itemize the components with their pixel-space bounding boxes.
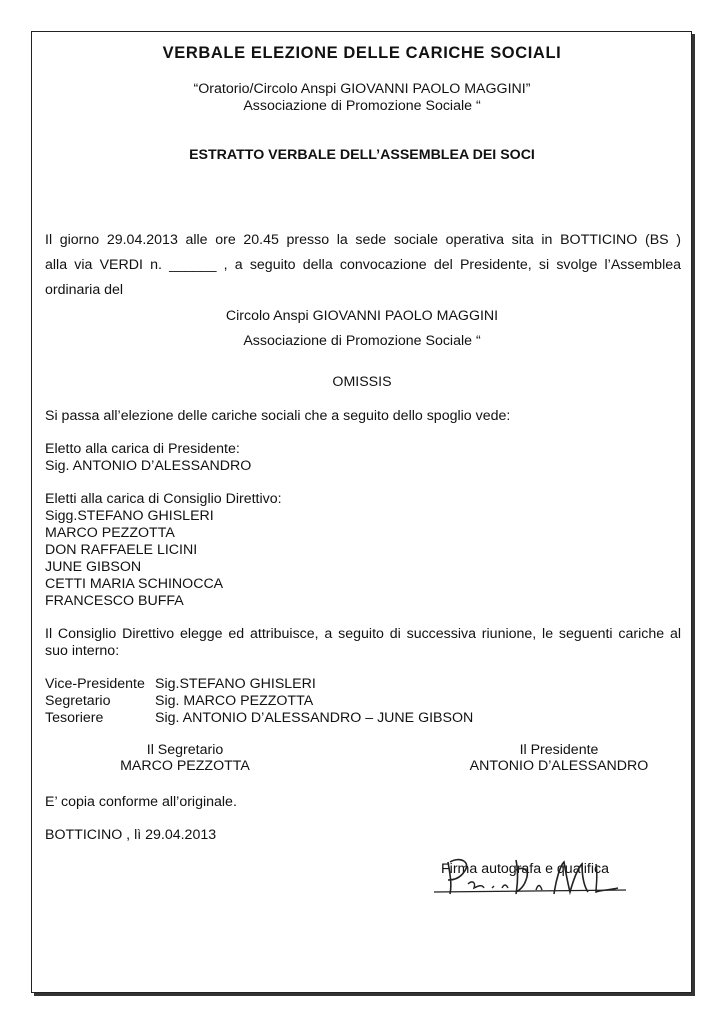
council-member: Sigg.STEFANO GHISLERI	[45, 508, 214, 524]
council-member: DON RAFFAELE LICINI	[45, 542, 198, 558]
org-name-line2: Associazione di Promozione Sociale “	[243, 98, 481, 114]
president-elected-name: Sig. ANTONIO D’ALESSANDRO	[45, 458, 252, 474]
role-holder: Sig. ANTONIO D’ALESSANDRO – JUNE GIBSON	[155, 710, 474, 726]
circolo-type: Associazione di Promozione Sociale “	[243, 333, 481, 349]
council-roles-paragraph	[45, 626, 681, 660]
president-name: ANTONIO D’ALESSANDRO	[469, 758, 649, 774]
council-election-label: Eletti alla carica di Consiglio Direttivo:	[45, 491, 282, 507]
council-member: MARCO PEZZOTTA	[45, 525, 175, 541]
place-and-date: BOTTICINO , lì 29.04.2013	[45, 827, 217, 843]
secretary-title: Il Segretario	[146, 742, 224, 758]
handwritten-signature-icon	[420, 840, 640, 910]
intro-line-1: Il giorno 29.04.2013 alle ore 20.45 presso la sede sociale operativa sita in BOTTICINO (BS )	[45, 232, 681, 248]
intro-paragraph	[45, 232, 681, 299]
council-member: JUNE GIBSON	[45, 559, 142, 575]
role-holder: Sig.STEFANO GHISLERI	[155, 676, 316, 692]
role-label: Segretario	[45, 693, 111, 709]
president-election-block	[45, 441, 681, 475]
council-election-block	[45, 491, 681, 610]
org-name-line1: “Oratorio/Circolo Anspi GIOVANNI PAOLO MAGGINI”	[193, 81, 531, 97]
election-intro: Si passa all’elezione delle cariche sociali che a seguito dello spoglio vede:	[45, 408, 511, 424]
intro-line-2: alla via VERDI n. ______ , a seguito della convocazione del Presidente, si svolge l’Assemblea	[45, 257, 681, 273]
council-member: FRANCESCO BUFFA	[45, 593, 184, 609]
secretary-signature-block	[85, 742, 285, 774]
role-row-secretary	[45, 693, 681, 710]
role-holder: Sig. MARCO PEZZOTTA	[155, 693, 314, 709]
role-row-vice-president	[45, 676, 681, 693]
circolo-name: Circolo Anspi GIOVANNI PAOLO MAGGINI	[225, 308, 499, 324]
role-label: Vice-Presidente	[45, 676, 145, 692]
omissis-label: OMISSIS	[332, 374, 392, 390]
document-title: VERBALE ELEZIONE DELLE CARICHE SOCIALI	[162, 44, 562, 62]
copy-note: E’ copia conforme all’originale.	[45, 794, 237, 810]
council-text-line-2: suo interno:	[45, 643, 120, 659]
intro-line-3: ordinaria del	[45, 282, 124, 298]
secretary-name: MARCO PEZZOTTA	[120, 758, 250, 774]
president-election-label: Eletto alla carica di Presidente:	[45, 441, 240, 457]
president-title: Il Presidente	[519, 742, 599, 758]
role-row-treasurer	[45, 710, 681, 727]
council-member: CETTI MARIA SCHINOCCA	[45, 576, 224, 592]
role-label: Tesoriere	[45, 710, 104, 726]
signature-caption: Firma autografa e qualifica	[441, 861, 609, 877]
roles-list	[45, 676, 681, 727]
document-subtitle: ESTRATTO VERBALE DELL’ASSEMBLEA DEI SOCI	[189, 147, 535, 163]
president-signature-block	[454, 742, 664, 774]
council-text-line-1: Il Consiglio Direttivo elegge ed attribuisce, a seguito di successiva riunione, le seguenti cariche al	[45, 626, 681, 642]
